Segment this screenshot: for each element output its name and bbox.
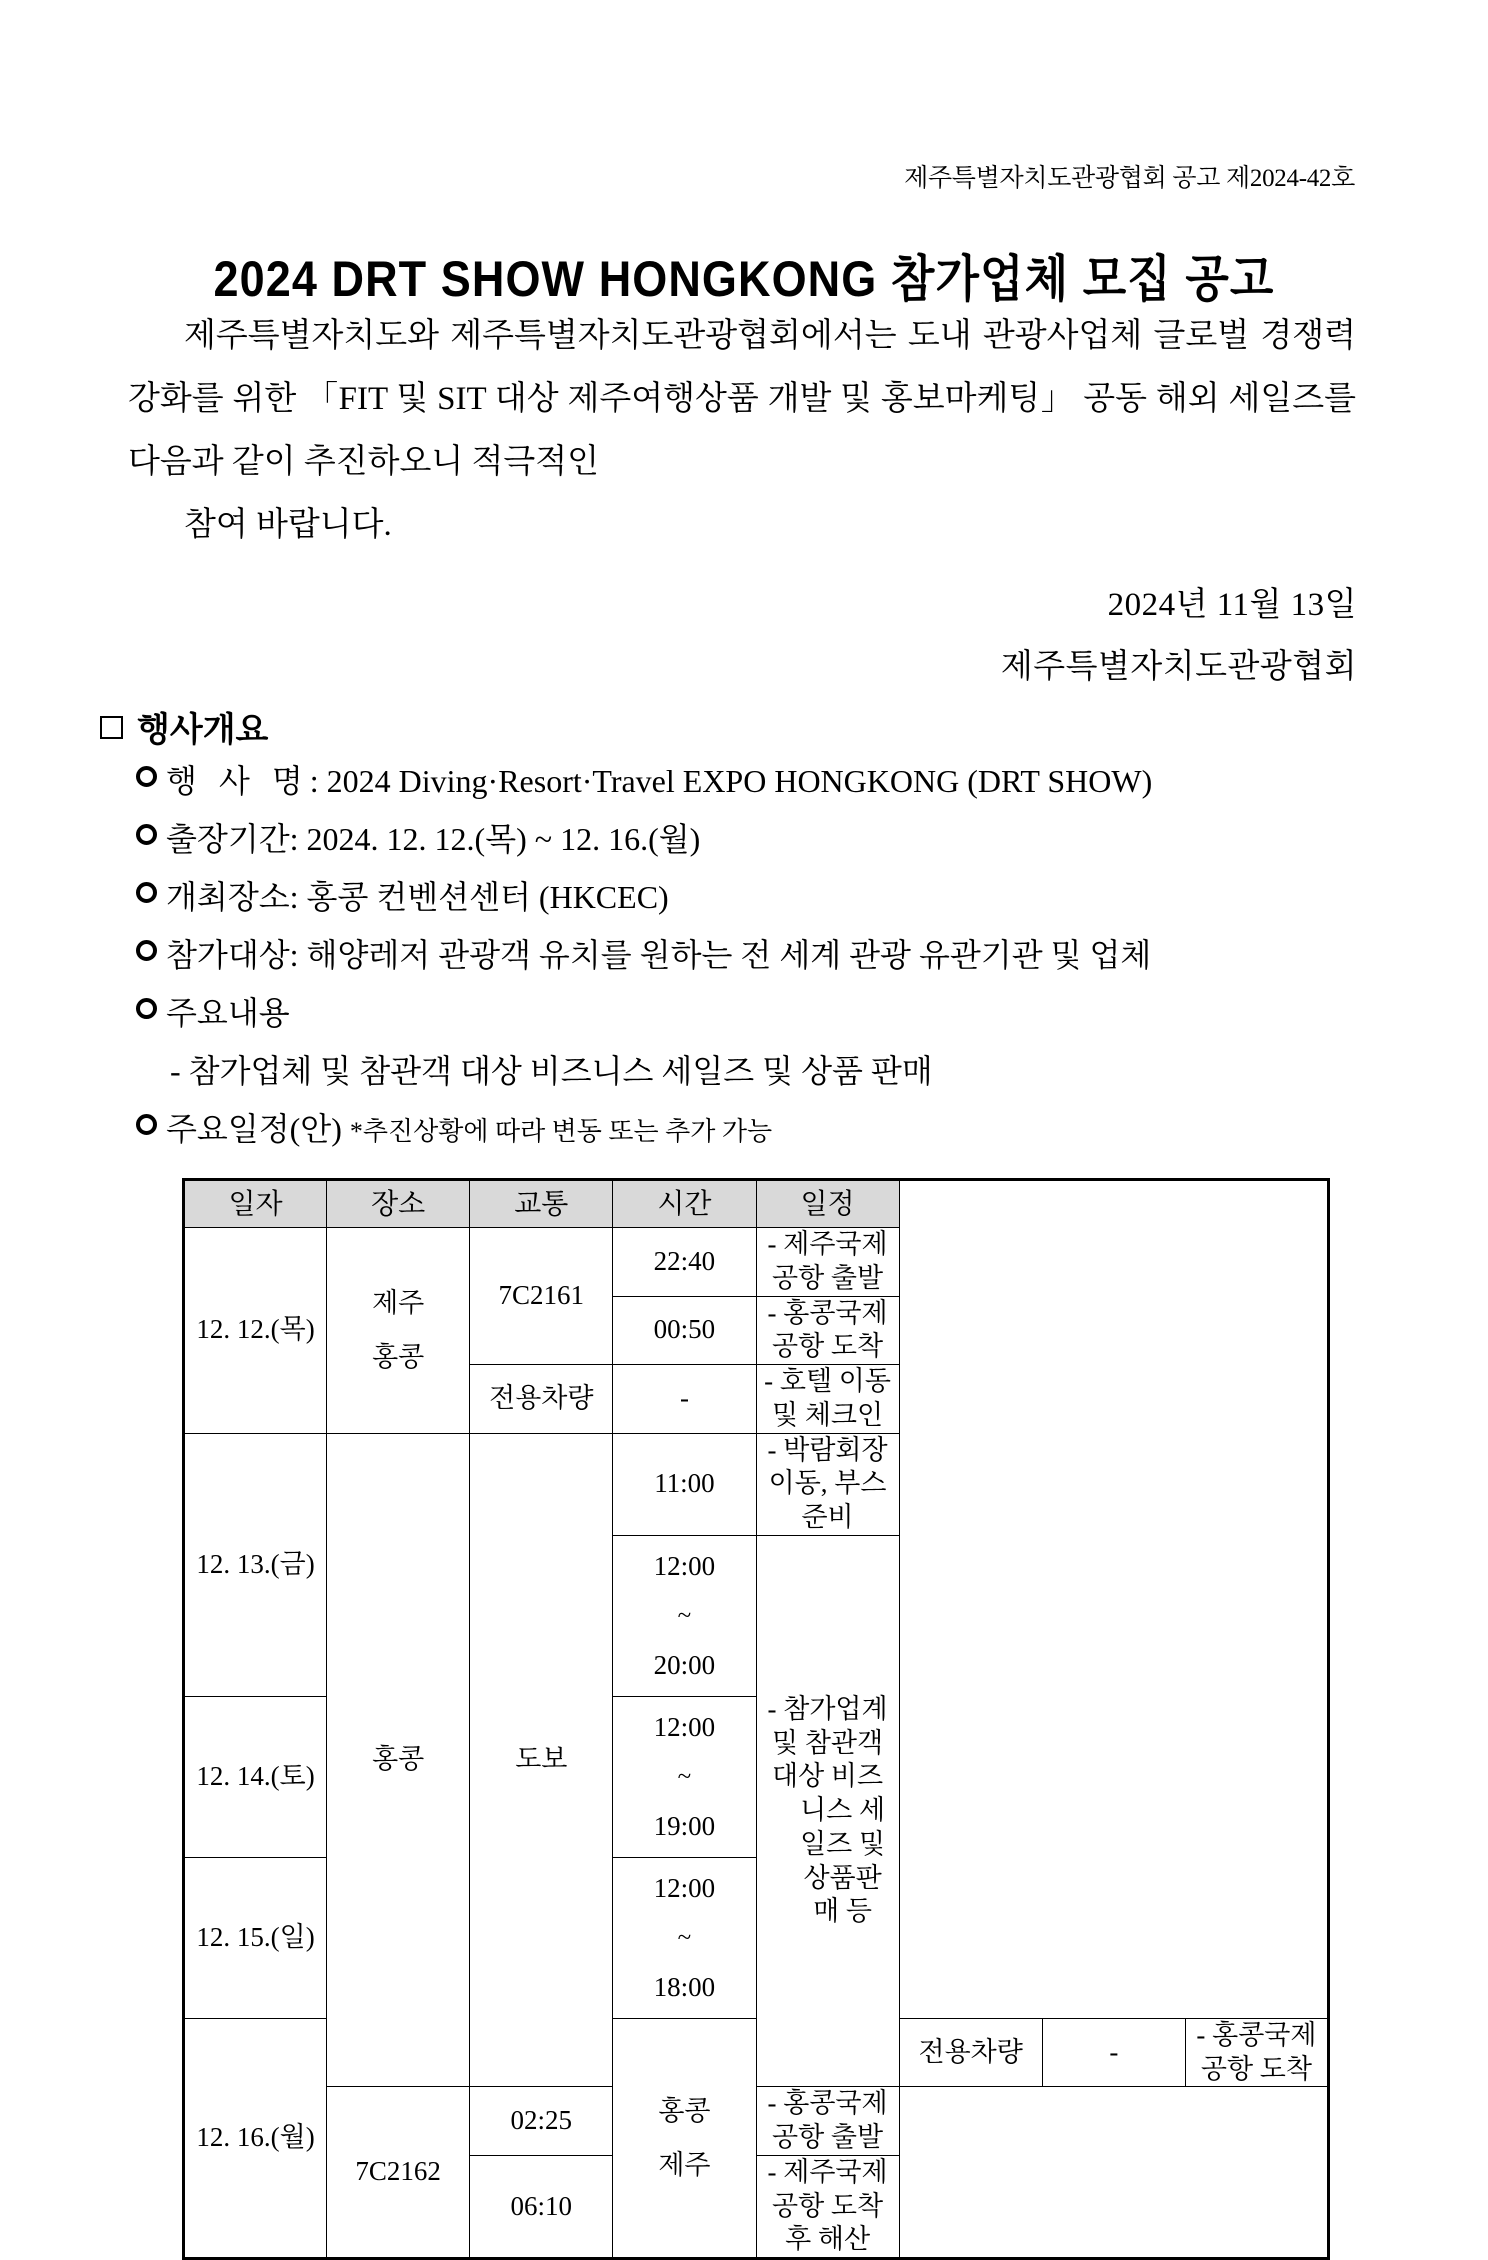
cell-time-0050: 00:50: [613, 1296, 756, 1365]
cell-time-range-1214: [613, 1696, 756, 1857]
overview-bullet-list: [136, 752, 1396, 1161]
cell-time-0610: 06:10: [470, 2155, 613, 2258]
bullet-trip-period: 출장기간: 2024. 12. 12.(목) ~ 12. 16.(월): [136, 810, 1396, 868]
cell-transport-7c2161: 7C2161: [470, 1228, 613, 1365]
bullet-label-main-schedule: 주요일정(안): [166, 1111, 342, 1147]
cell-time-range-1215: [613, 1857, 756, 2018]
cell-date-1215: 12. 15.(일): [184, 1857, 327, 2018]
intro-paragraph: [128, 305, 1356, 557]
table-row: [184, 2087, 1329, 2156]
place-line-2: 제주: [658, 2149, 711, 2180]
cell-transport-7c2162: 7C2162: [327, 2087, 470, 2259]
schedule-table-wrapper: [182, 1178, 1330, 2260]
cell-date-1213: 12. 13.(금): [184, 1433, 327, 1696]
square-bullet-icon: [100, 716, 123, 739]
column-header-transport: 교통: [470, 1180, 613, 1228]
section-heading-label: 행사개요: [137, 712, 269, 749]
cell-time-range-1213: [613, 1535, 756, 1696]
cell-transport-walking: 도보: [470, 1433, 613, 2087]
cell-transport-private-vehicle-2: 전용차량: [899, 2018, 1042, 2087]
cell-plan-jeju-arrival-dismiss: - 제주국제공항 도착 후 해산: [756, 2155, 899, 2258]
cell-place-1212: [327, 1228, 470, 1434]
time-tilde-1213: ~: [677, 1602, 692, 1629]
cell-time-2240: 22:40: [613, 1228, 756, 1297]
cell-plan-hk-departure: - 홍콩국제공항 출발: [756, 2087, 899, 2156]
bullet-label-main-content: 주요내용: [166, 995, 290, 1031]
notice-number: 제주특별자치도관광협회 공고 제2024-42호: [904, 165, 1355, 192]
time-start-1215: 12:00: [653, 1872, 716, 1903]
time-tilde-1215: ~: [677, 1924, 692, 1951]
cell-plan-hk-arrival: - 홍콩국제공항 도착: [756, 1296, 899, 1365]
cell-place-hongkong: 홍콩: [327, 1433, 470, 2087]
time-tilde-1214: ~: [677, 1763, 692, 1790]
column-header-place: 장소: [327, 1180, 470, 1228]
bullet-value-trip-period: 2024. 12. 12.(목) ~ 12. 16.(월): [306, 821, 701, 857]
cell-plan-business-sales: [756, 1535, 899, 2087]
ring-bullet-icon: [136, 752, 166, 810]
column-header-time: 시간: [613, 1180, 756, 1228]
table-row: [184, 1433, 1329, 1535]
cell-date-1216: 12. 16.(월): [184, 2018, 327, 2258]
time-start-1214: 12:00: [653, 1711, 716, 1742]
time-start-1213: 12:00: [653, 1550, 716, 1581]
table-header-row: [184, 1180, 1329, 1228]
cell-plan-booth-setup: - 박람회장 이동, 부스 준비: [756, 1433, 899, 1535]
cell-date-1212: 12. 12.(목): [184, 1228, 327, 1434]
ring-bullet-icon: [136, 926, 166, 984]
schedule-table: [182, 1178, 1330, 2260]
bullet-label-trip-period: 출장기간: [166, 821, 290, 857]
cell-plan-jeju-departure: - 제주국제공항 출발: [756, 1228, 899, 1297]
page-title: 2024 DRT SHOW HONGKONG 참가업체 모집 공고: [213, 250, 1275, 307]
bullet-label-event-name: 행 사 명: [166, 763, 310, 799]
business-plan-line-1: - 참가업계 및 참관객 대상 비즈: [767, 1693, 888, 1792]
business-plan-line-2: 니스 세일즈 및 상품판매 등: [800, 1795, 886, 1927]
column-header-date: 일자: [184, 1180, 327, 1228]
cell-transport-private-vehicle-1: 전용차량: [470, 1365, 613, 1434]
time-end-1213: 20:00: [653, 1649, 716, 1680]
bullet-main-schedule: [136, 1100, 1396, 1161]
time-end-1215: 18:00: [653, 1971, 716, 2002]
sub-bullet-main-content: - 참가업체 및 참관객 대상 비즈니스 세일즈 및 상품 판매: [170, 1053, 933, 1089]
bullet-main-content: [136, 984, 1396, 1042]
section-heading-overview: [100, 702, 268, 751]
bullet-value-venue: 홍콩 컨벤션센터 (HKCEC): [306, 879, 669, 915]
intro-text: 제주특별자치도와 제주특별자치도관광협회에서는 도내 관광사업체 글로벌 경쟁력 강화를 위한 「FIT 및 SIT 대상 제주여행상품 개발 및 홍보마케팅」 공동 해외 세일즈를 다음과 같이 추진하오니 적극적인: [128, 318, 1356, 480]
bullet-label-participants: 참가대상: [166, 937, 290, 973]
cell-plan-hotel-checkin: - 호텔 이동 및 체크인: [756, 1365, 899, 1434]
bullet-event-name: 행 사 명: 2024 Diving·Resort·Travel EXPO HONGKONG (DRT SHOW): [136, 752, 1396, 810]
cell-time-dash-1: -: [613, 1365, 756, 1434]
intro-last-line: 참여 바랍니다.: [184, 507, 392, 543]
bullet-label-venue: 개최장소: [166, 879, 290, 915]
cell-time-0225: 02:25: [470, 2087, 613, 2156]
bullet-note-main-schedule: *추진상황에 따라 변동 또는 추가 가능: [349, 1117, 773, 1146]
table-row: [184, 1228, 1329, 1297]
place-line-1: 홍콩: [658, 2095, 711, 2126]
ring-bullet-icon: [136, 1100, 166, 1158]
bullet-venue: 개최장소: 홍콩 컨벤션센터 (HKCEC): [136, 868, 1396, 926]
cell-plan-hk-airport-arrival: - 홍콩국제공항 도착: [1185, 2018, 1328, 2087]
cell-date-1214: 12. 14.(토): [184, 1696, 327, 1857]
bullet-participants: 참가대상: 해양레저 관광객 유치를 원하는 전 세계 관광 유관기관 및 업체: [136, 926, 1396, 984]
signature-organization: 제주특별자치도관광협회: [1000, 649, 1357, 685]
ring-bullet-icon: [136, 984, 166, 1042]
column-header-plan: 일정: [756, 1180, 899, 1228]
bullet-value-event-name: 2024 Diving·Resort·Travel EXPO HONGKONG (DRT SHOW): [326, 763, 1153, 799]
ring-bullet-icon: [136, 810, 166, 868]
cell-time-1100: 11:00: [613, 1433, 756, 1535]
time-end-1214: 19:00: [653, 1810, 716, 1841]
ring-bullet-icon: [136, 868, 166, 926]
place-line-2: 홍콩: [372, 1342, 425, 1373]
cell-time-dash-2: -: [1042, 2018, 1185, 2087]
signature-date: 2024년 11월 13일: [1107, 587, 1357, 623]
bullet-value-participants: 해양레저 관광객 유치를 원하는 전 세계 관광 유관기관 및 업체: [306, 937, 1152, 973]
place-line-1: 제주: [372, 1288, 425, 1319]
cell-place-1216: [613, 2018, 756, 2258]
